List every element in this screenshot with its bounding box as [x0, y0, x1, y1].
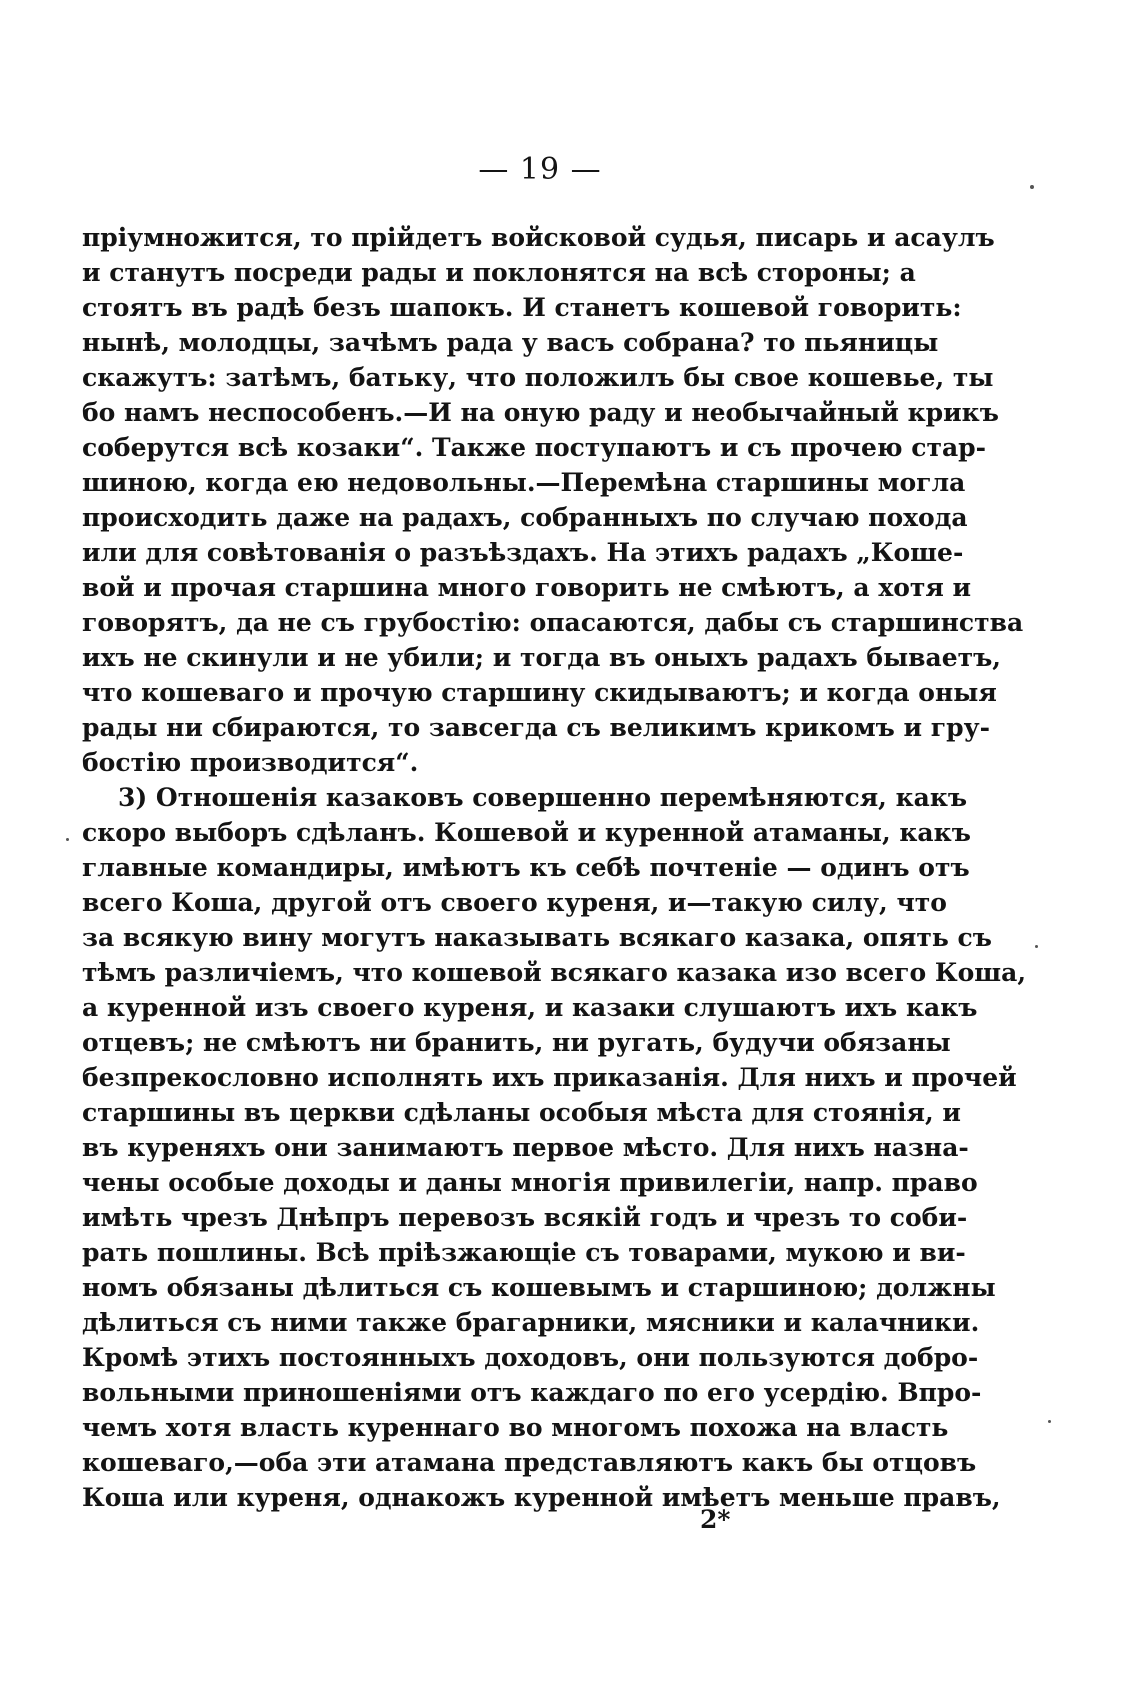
- text-line: чены особые доходы и даны многія привилегіи, напр. право: [82, 1168, 978, 1197]
- page-speck: [1035, 945, 1038, 948]
- text-line: имѣть чрезъ Днѣпръ перевозъ всякій годъ и чрезъ то соби-: [82, 1203, 968, 1232]
- signature-mark: 2*: [700, 1505, 731, 1534]
- text-line: кошеваго,—оба эти атамана представляютъ какъ бы отцовъ: [82, 1448, 977, 1477]
- page-number: — 19 —: [478, 152, 602, 187]
- text-line: рать пошлины. Всѣ пріѣзжающіе съ товарами, мукою и ви-: [82, 1238, 966, 1267]
- text-line: чемъ хотя власть куреннаго во многомъ похожа на власть: [82, 1413, 949, 1442]
- text-line: скоро выборъ сдѣланъ. Кошевой и куренной атаманы, какъ: [82, 818, 971, 847]
- text-line: рады ни сбираются, то завсегда съ великимъ крикомъ и гру-: [82, 713, 990, 742]
- text-line: за всякую вину могутъ наказывать всякаго казака, опять съ: [82, 923, 992, 952]
- text-line: Кромѣ этихъ постоянныхъ доходовъ, они пользуются добро-: [82, 1343, 979, 1372]
- text-line: въ куреняхъ они занимаютъ первое мѣсто. Для нихъ назна-: [82, 1133, 969, 1162]
- text-line: номъ обязаны дѣлиться съ кошевымъ и старшиною; должны: [82, 1273, 996, 1302]
- text-line: старшины въ церкви сдѣланы особыя мѣста для стоянія, и: [82, 1098, 961, 1127]
- text-line: а куренной изъ своего куреня, и казаки слушаютъ ихъ какъ: [82, 993, 978, 1022]
- text-line: соберутся всѣ козаки“. Также поступаютъ и съ прочею стар-: [82, 433, 987, 462]
- text-line: нынѣ, молодцы, зачѣмъ рада у васъ собрана? то пьяницы: [82, 328, 939, 357]
- text-line: бостію производится“.: [82, 748, 419, 777]
- text-line: говорятъ, да не съ грубостію: опасаются, дабы съ старшинства: [82, 608, 1024, 637]
- text-line: или для совѣтованія о разъѣздахъ. На этихъ радахъ „Коше-: [82, 538, 964, 567]
- text-line: пріумножится, то прійдетъ войсковой судья, писарь и асаулъ: [82, 223, 995, 252]
- text-line: тѣмъ различіемъ, что кошевой всякаго казака изо всего Коша,: [82, 958, 1027, 987]
- text-line: шиною, когда ею недовольны.—Перемѣна старшины могла: [82, 468, 966, 497]
- page-speck: [1030, 185, 1034, 189]
- text-line: и станутъ посреди рады и поклонятся на всѣ стороны; а: [82, 258, 916, 287]
- page-speck: [66, 838, 69, 841]
- text-line: дѣлиться съ ними также брагарники, мясники и калачники.: [82, 1308, 980, 1337]
- text-line: отцевъ; не смѣютъ ни бранить, ни ругать, будучи обязаны: [82, 1028, 951, 1057]
- text-line: всего Коша, другой отъ своего куреня, и—такую силу, что: [82, 888, 947, 917]
- text-line: главные командиры, имѣютъ къ себѣ почтеніе — одинъ отъ: [82, 853, 970, 882]
- text-line: скажутъ: затѣмъ, батьку, что положилъ бы свое кошевье, ты: [82, 363, 994, 392]
- text-line: безпрекословно исполнять ихъ приказанія. Для нихъ и прочей: [82, 1063, 1017, 1092]
- page-speck: [1048, 1420, 1051, 1423]
- text-line: что кошеваго и прочую старшину скидываютъ; и когда оныя: [82, 678, 997, 707]
- text-line: вольными приношеніями отъ каждаго по его усердію. Впро-: [82, 1378, 982, 1407]
- text-line: вой и прочая старшина много говорить не смѣютъ, а хотя и: [82, 573, 972, 602]
- text-line: бо намъ неспособенъ.—И на оную раду и необычайный крикъ: [82, 398, 999, 427]
- text-line: 3) Отношенія казаковъ совершенно перемѣняются, какъ: [118, 783, 968, 812]
- text-line: происходить даже на радахъ, собранныхъ по случаю похода: [82, 503, 968, 532]
- text-line: Коша или куреня, однакожъ куренной имѣетъ меньше правъ,: [82, 1483, 1001, 1512]
- text-line: стоятъ въ радѣ безъ шапокъ. И станетъ кошевой говорить:: [82, 293, 962, 322]
- body-text: [82, 220, 1027, 1515]
- text-line: ихъ не скинули и не убили; и тогда въ оныхъ радахъ бываетъ,: [82, 643, 1001, 672]
